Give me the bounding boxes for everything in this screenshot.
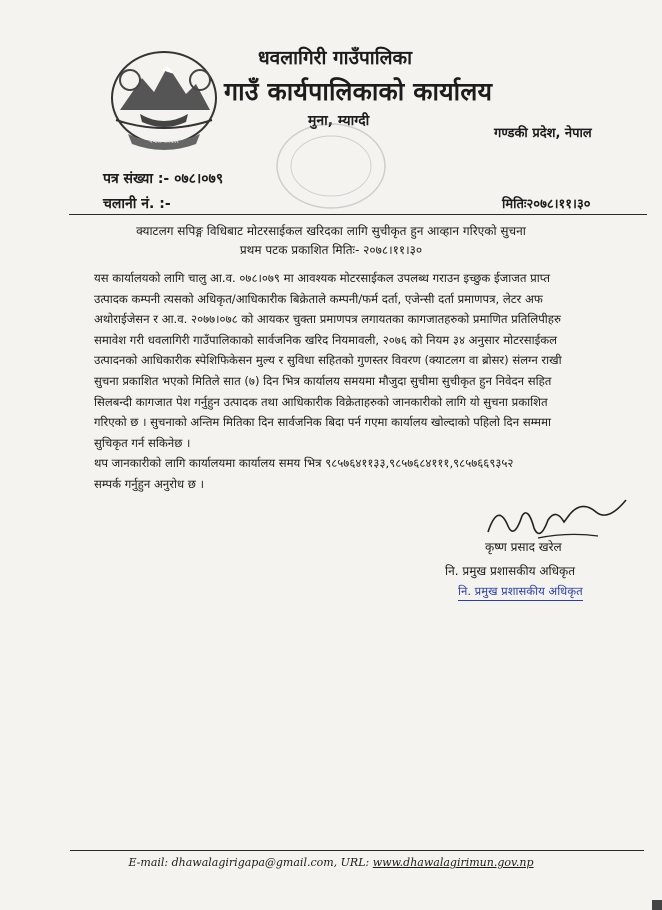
body-line: सुचना प्रकाशित भएको मितिले सात (७) दिन भित्र कार्यालय समयमा मौजुदा सुचीमा सुचीकृत हुन निवेदन सहित: [94, 373, 552, 388]
office-seal-icon: [272, 118, 390, 214]
signatory-name: कृष्ण प्रसाद खरेल: [485, 540, 562, 554]
body-line: सिलबन्दी कागजात पेश गर्नुहुन उत्पादक तथा आधिकारीक विक्रेताहरुको जानकारीको लागि यो सुचना प्रकाशित: [94, 394, 548, 409]
footer-divider: [70, 850, 644, 851]
body-line: यस कार्यालयको लागि चालु आ.व. ०७८।०७९ मा आवश्यक मोटरसाईकल उपलब्ध गराउन इच्छुक ईजाजत प्राप्त: [94, 271, 550, 285]
municipality-name: धवलागिरी गाउँपालिका: [258, 47, 413, 69]
footer-contact: [0, 856, 662, 869]
body-line: सम्पर्क गर्नुहुन अनुरोध छ ।: [94, 476, 205, 491]
email-label: E-mail:: [128, 856, 172, 869]
office-location: मुना, म्याग्दी: [308, 113, 370, 129]
body-line: उत्पादनको आधिकारीक स्पेशिफिकेसन मुल्य र सुविधा सहितको गुणस्तर विवरण (क्याटलग वा ब्रोसर) संलग्न राखी: [94, 353, 562, 368]
nepal-emblem-icon: [100, 40, 228, 156]
body-line: समावेश गरी धवलागिरी गाउँपालिकाको सार्वजनिक खरिद नियमावली, २०७६ को नियम ३४ अनुसार मोटरसाईकल: [94, 332, 558, 347]
website-link[interactable]: www.dhawalagirimun.gov.np: [372, 856, 534, 869]
office-name: गाउँ कार्यपालिकाको कार्यालय: [224, 77, 493, 106]
reference-number: पत्र संख्या :- ०७८।०७९: [103, 171, 224, 187]
emblem-caption: नेपाल सरकार: [149, 138, 179, 145]
header-divider: [69, 214, 647, 215]
dispatch-number: चलानी नं. :-: [103, 196, 171, 212]
notice-body: [94, 268, 644, 495]
signatory-stamp: नि. प्रमुख प्रशासकीय अधिकृत: [458, 584, 583, 601]
signatory-title: नि. प्रमुख प्रशासकीय अधिकृत: [445, 564, 576, 578]
subject-publish-date: प्रथम पटक प्रकाशित मितिः- २०७८।११।३०: [239, 243, 423, 257]
province-name: गण्डकी प्रदेश, नेपाल: [494, 126, 592, 141]
scan-edge-mark: [652, 900, 662, 910]
email-address: dhawalagirigapa@gmail.com: [171, 856, 334, 869]
letter-date: मितिः२०७८।११।३०: [502, 197, 591, 212]
body-line: उत्पादक कम्पनी त्यसको अधिकृत/आधिकारीक बिक्रेताले कम्पनी/फर्म दर्ता, एजेन्सी दर्ता प्रमाणपत्र, लेटर अफ: [94, 291, 543, 306]
url-label: , URL:: [333, 856, 373, 869]
body-line: सुचिकृत गर्न सकिनेछ ।: [94, 435, 191, 450]
notice-subject: [0, 222, 662, 260]
subject-title: क्याटलग सपिङ्ग विधिबाट मोटरसाईकल खरिदका लागि सुचीकृत हुन आव्हान गरिएको सुचना: [136, 224, 526, 238]
body-line: गरिएको छ । सुचनाको अन्तिम मितिका दिन सार्वजनिक बिदा पर्न गएमा कार्यालय खोल्दाको पहिलो दिन सम्ममा: [94, 415, 552, 430]
body-line: थप जानकारीको लागि कार्यालयमा कार्यालय समय भित्र ९८५७६४११३३,९८५७६८४१११,९८५७६६९३५२: [94, 456, 514, 471]
body-line: अथोराईजेसन र आ.व. २०७७।०७८ को आयकर चुक्ता प्रमाणपत्र लगायतका कागजातहरुको प्रमाणित प्रतिलिपीहरु: [94, 312, 561, 327]
